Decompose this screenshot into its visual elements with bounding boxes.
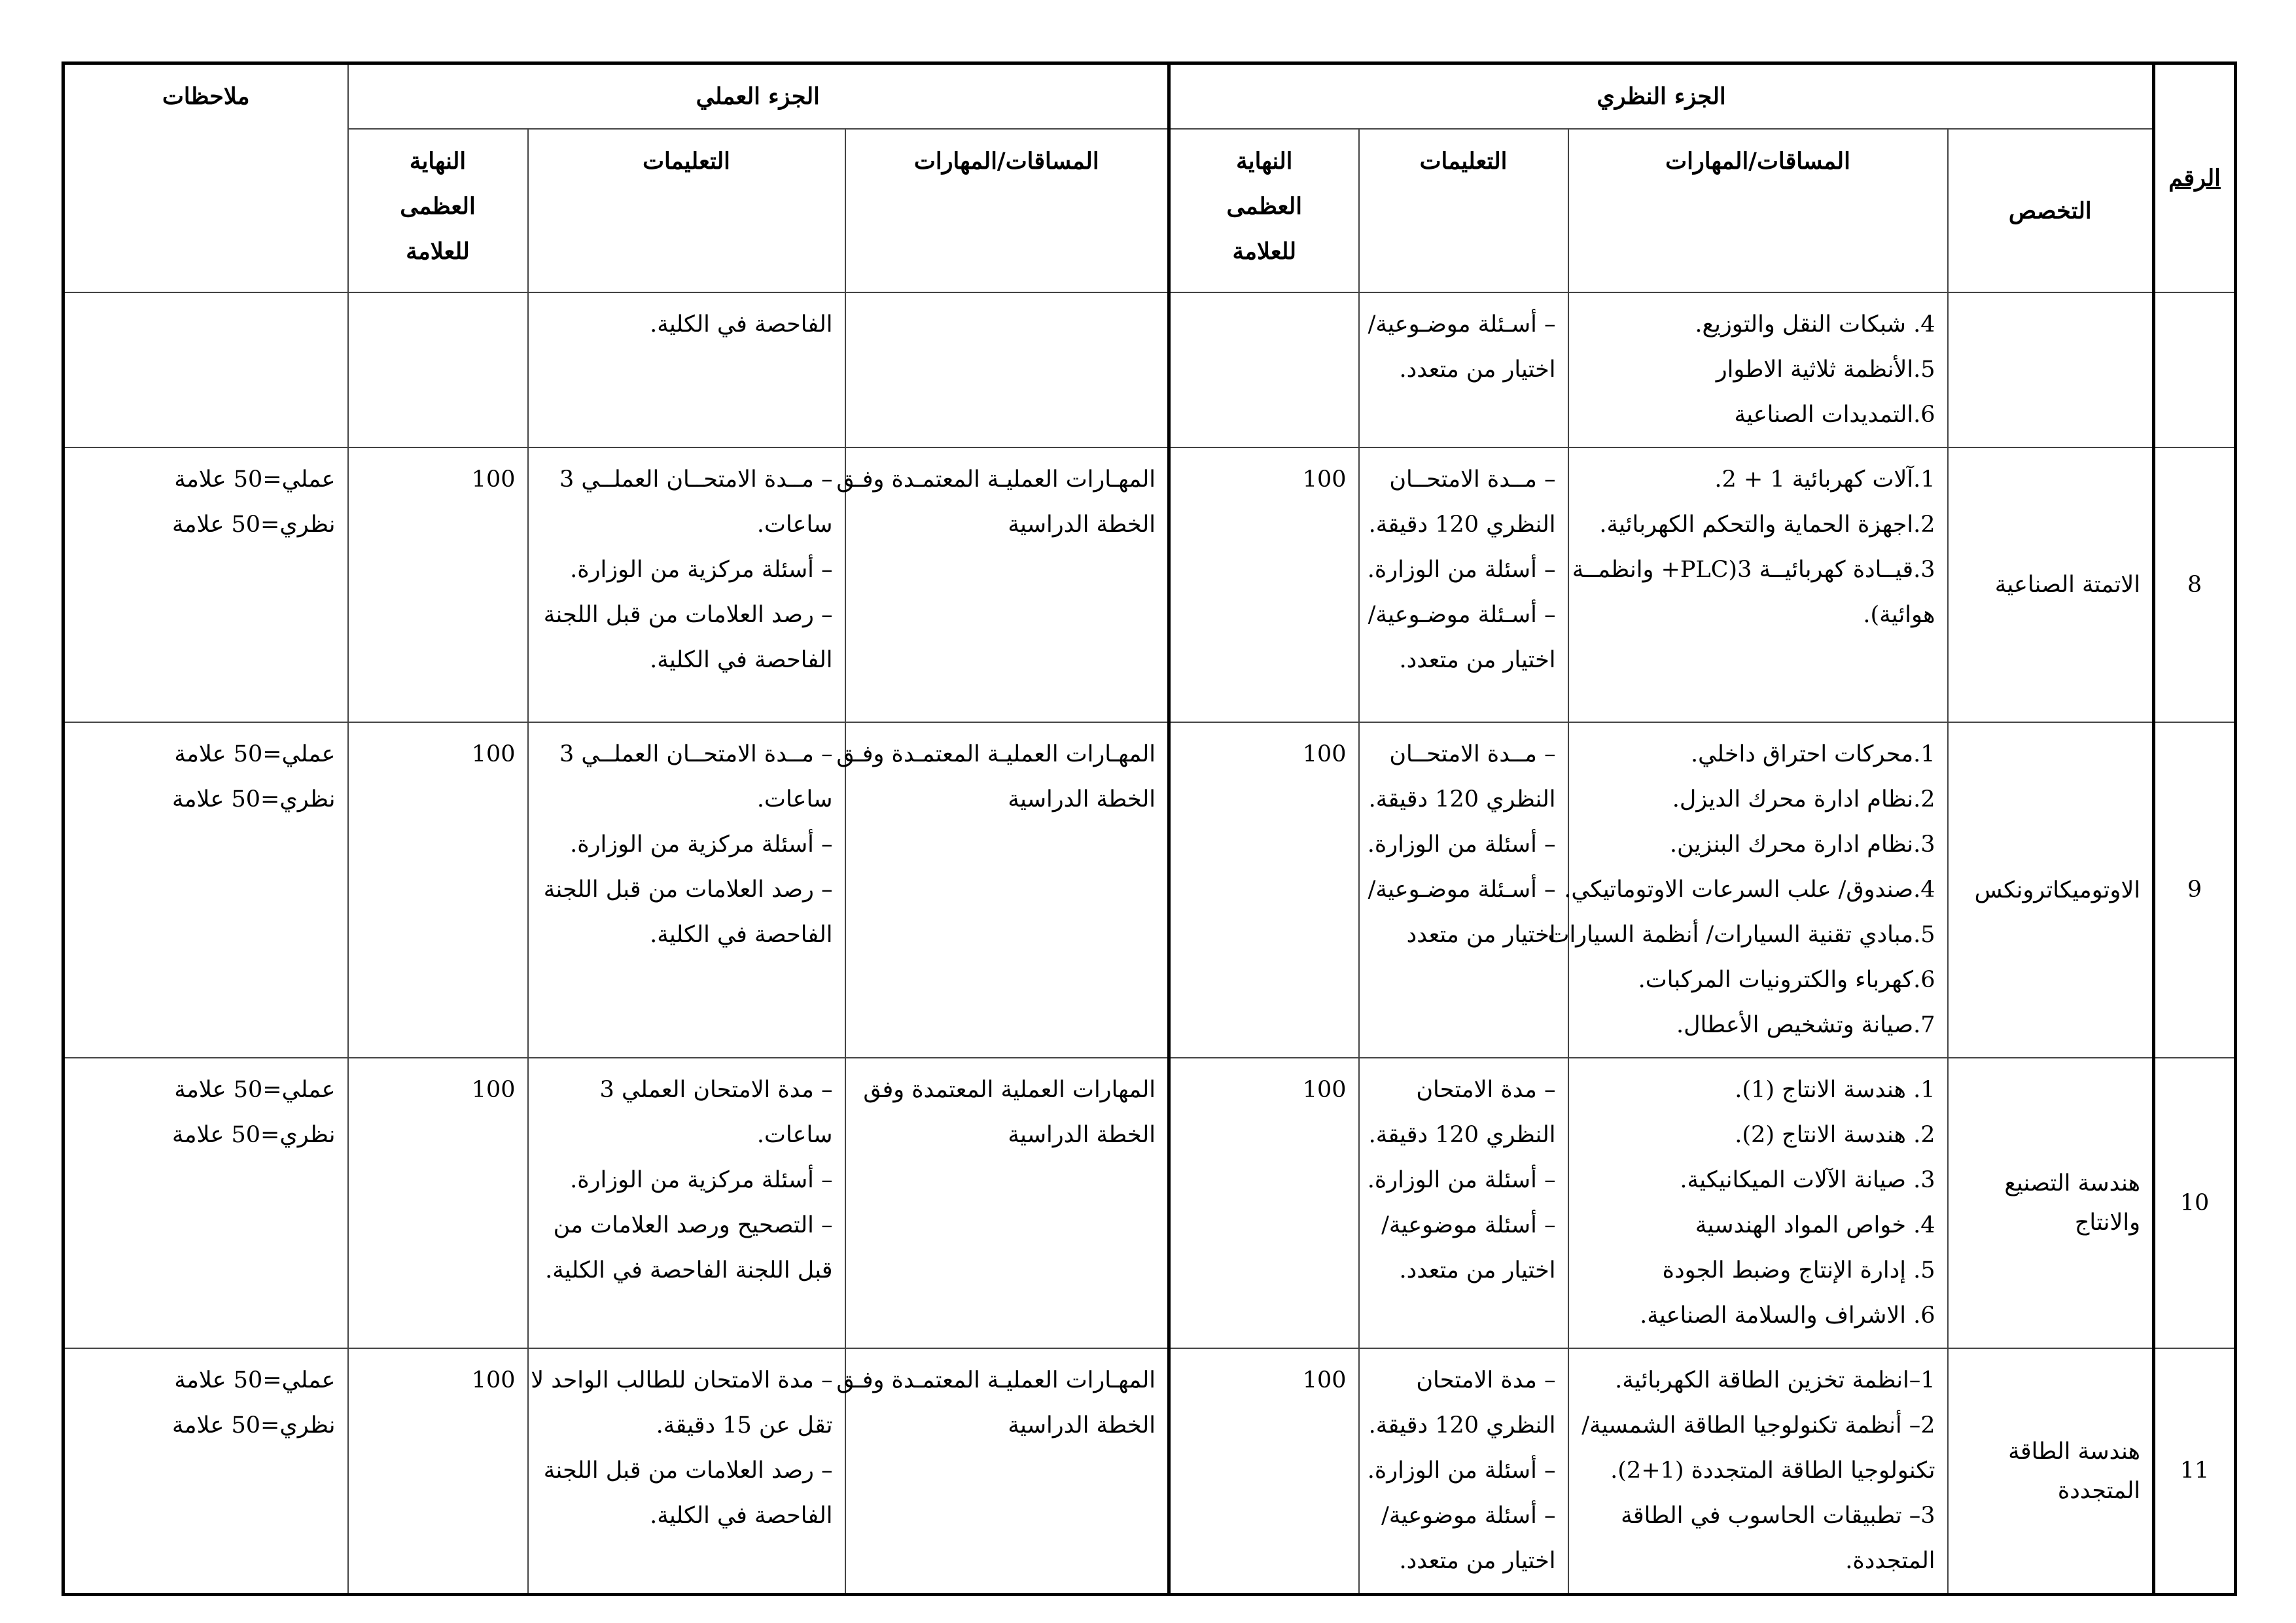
cell-line: الخطة الدراسية xyxy=(1008,1412,1156,1439)
row-theory-instructions xyxy=(1359,722,1568,1058)
row-theory-max: 100 xyxy=(1169,447,1359,722)
row-theory-courses xyxy=(1568,1058,1948,1348)
row-specialty: هندسة الطاقة المتجددة xyxy=(1948,1348,2154,1595)
cell-line: – مــدة الامتحــان العملــي 3 xyxy=(559,466,833,493)
cell-line: اختيار من متعدد. xyxy=(1399,357,1556,383)
cell-line: قبل اللجنة الفاحصة في الكلية. xyxy=(545,1257,833,1283)
header-practical-max xyxy=(348,129,528,292)
row-practical-max: 100 xyxy=(348,1058,528,1348)
cell-line: الفاحصة في الكلية. xyxy=(650,311,833,338)
row-theory-max xyxy=(1169,292,1359,447)
cell-line: – أسـئلة موضـوعية/ xyxy=(1368,602,1556,628)
max-label-line: للعلامة xyxy=(1232,238,1297,265)
cell-line: 2.اجهزة الحماية والتحكم الكهربائية. xyxy=(1599,512,1935,538)
row-theory-instructions xyxy=(1359,292,1568,447)
row-theory-courses xyxy=(1547,722,1948,1058)
cell-line: 1.آلات كهربائية 1 + 2. xyxy=(1714,466,1935,493)
row-practical-max xyxy=(348,292,528,447)
cell-line: – مــدة الامتحــان xyxy=(1389,741,1556,767)
header-practical: الجزء العملي xyxy=(348,63,1169,130)
cell-line: نظري=50 علامة xyxy=(172,512,336,538)
row-practical-instructions xyxy=(528,1348,845,1595)
cell-line: 5.الأنظمة ثلاثية الاطوار xyxy=(1716,357,1935,383)
header-theory-instructions: التعليمات xyxy=(1359,129,1568,292)
cell-line: 2.نظام ادارة محرك الديزل. xyxy=(1672,786,1935,812)
cell-line: – مــدة الامتحــان xyxy=(1389,466,1556,493)
row-practical-max: 100 xyxy=(348,447,528,722)
header-theory: الجزء النظري xyxy=(1169,63,2154,130)
cell-line: – أسئلة من الوزارة. xyxy=(1367,1457,1556,1484)
cell-line: عملي=50 علامة xyxy=(174,466,336,493)
cell-line: 3.قيــادة كهربائيــة 3(PLC+ وانظمــة xyxy=(1572,557,1935,583)
cell-line: عملي=50 علامة xyxy=(174,1367,336,1393)
row-theory-max: 100 xyxy=(1169,722,1359,1058)
row-number: 11 xyxy=(2154,1348,2236,1595)
cell-line: – أسئلة مركزية من الوزارة. xyxy=(570,831,833,858)
exam-table xyxy=(62,61,2237,1596)
cell-line: 4. شبكات النقل والتوزيع. xyxy=(1695,311,1935,338)
cell-line: – مدة الامتحان للطالب الواحد لا xyxy=(531,1367,833,1393)
row-practical-skills xyxy=(836,722,1169,1058)
row-practical-instructions xyxy=(528,447,845,722)
max-label-line: النهاية xyxy=(409,148,467,175)
cell-line: نظري=50 علامة xyxy=(172,786,336,812)
cell-line: – مدة الامتحان xyxy=(1416,1077,1556,1103)
row-number: 10 xyxy=(2154,1058,2236,1348)
row-theory-courses xyxy=(1568,1348,1948,1595)
cell-line: اختيار من متعدد. xyxy=(1399,1548,1556,1574)
table-row xyxy=(63,722,2236,1058)
row-theory-instructions xyxy=(1359,1058,1568,1348)
cell-line: – رصد العلامات من قبل اللجنة xyxy=(543,877,833,903)
cell-line: هوائية). xyxy=(1863,602,1935,628)
cell-line: 5.مبادي تقنية السيارات/ أنظمة السيارات xyxy=(1547,922,1935,948)
cell-line: – أسـئلة موضـوعية/ xyxy=(1368,877,1556,903)
row-notes xyxy=(63,447,348,722)
row-number: 9 xyxy=(2154,722,2236,1058)
cell-line: – أسئلة موضوعية/ xyxy=(1381,1212,1556,1238)
row-practical-instructions xyxy=(528,292,845,447)
cell-line: عملي=50 علامة xyxy=(174,1077,336,1103)
row-notes xyxy=(63,1348,348,1595)
cell-line: 2– أنظمة تكنولوجيا الطاقة الشمسية/ xyxy=(1581,1412,1935,1439)
row-practical-instructions xyxy=(528,1058,845,1348)
cell-line: 3– تطبيقات الحاسوب في الطاقة xyxy=(1621,1503,1935,1529)
cell-line: 1–انظمة تخزين الطاقة الكهربائية. xyxy=(1615,1367,1935,1393)
row-practical-skills xyxy=(845,292,1169,447)
header-specialty: التخصص xyxy=(1948,129,2154,292)
cell-line: 6.كهرباء والكترونيات المركبات. xyxy=(1638,967,1935,993)
table-row xyxy=(63,1348,2236,1595)
cell-line: نظري=50 علامة xyxy=(172,1412,336,1439)
header-theory-max xyxy=(1169,129,1359,292)
cell-line: – التصحيح ورصد العلامات من xyxy=(553,1212,833,1238)
row-number: 8 xyxy=(2154,447,2236,722)
cell-line: الخطة الدراسية xyxy=(1008,786,1156,812)
cell-line: – أسئلة من الوزارة. xyxy=(1367,557,1556,583)
max-label-line: العظمى xyxy=(1226,193,1302,220)
cell-line: ساعات. xyxy=(756,512,833,538)
cell-line: 4.صندوق/ علب السرعات الاوتوماتيكي. xyxy=(1564,877,1935,903)
cell-line: – أسئلة مركزية من الوزارة. xyxy=(570,1167,833,1193)
cell-line: المهـارات العمليـة المعتمـدة وفـق xyxy=(836,1367,1156,1393)
cell-line: 6.التمديدات الصناعية xyxy=(1734,402,1935,428)
table-header xyxy=(63,63,2236,293)
cell-line: الخطة الدراسية xyxy=(1008,1122,1156,1148)
table-row xyxy=(63,447,2236,722)
cell-line: – رصد العلامات من قبل اللجنة xyxy=(543,602,833,628)
cell-line: ساعات. xyxy=(756,786,833,812)
cell-line: النظري 120 دقيقة. xyxy=(1368,1122,1556,1148)
row-theory-instructions xyxy=(1359,447,1568,722)
row-notes xyxy=(63,1058,348,1348)
header-practical-skills: المساقات/المهارات xyxy=(845,129,1169,292)
cell-line: 1. هندسة الانتاج (1). xyxy=(1735,1077,1935,1103)
cell-line: المهارات العملية المعتمدة وفق xyxy=(863,1077,1156,1103)
cell-line: اختيار من متعدد. xyxy=(1399,647,1556,673)
cell-line: النظري 120 دقيقة. xyxy=(1368,512,1556,538)
max-label-line: النهاية xyxy=(1236,148,1293,175)
row-specialty xyxy=(1948,292,2154,447)
max-label-line: العظمى xyxy=(400,193,476,220)
cell-line: نظري=50 علامة xyxy=(172,1122,336,1148)
cell-line: – أسـئلة موضـوعية/ xyxy=(1368,311,1556,338)
cell-line: المتجددة. xyxy=(1845,1548,1935,1574)
cell-line: – أسئلة موضوعية/ xyxy=(1381,1503,1556,1529)
cell-line: – مــدة الامتحــان العملــي 3 xyxy=(559,741,833,767)
row-theory-max: 100 xyxy=(1169,1058,1359,1348)
cell-line: الخطة الدراسية xyxy=(1008,512,1156,538)
row-theory-courses xyxy=(1568,292,1948,447)
cell-line: ساعات. xyxy=(756,1122,833,1148)
cell-line: تقل عن 15 دقيقة. xyxy=(656,1412,833,1439)
row-theory-courses xyxy=(1568,447,1948,722)
cell-line: الفاحصة في الكلية. xyxy=(650,647,833,673)
row-number xyxy=(2154,292,2236,447)
cell-line: الفاحصة في الكلية. xyxy=(650,922,833,948)
row-theory-max: 100 xyxy=(1169,1348,1359,1595)
cell-line: – أسئلة من الوزارة. xyxy=(1367,1167,1556,1193)
row-notes xyxy=(63,722,348,1058)
row-specialty: هندسة التصنيع والانتاج xyxy=(1948,1058,2154,1348)
row-notes xyxy=(63,292,348,447)
header-practical-instructions: التعليمات xyxy=(528,129,845,292)
max-label-line: للعلامة xyxy=(406,238,470,265)
header-notes: ملاحظات xyxy=(63,63,348,293)
cell-line: النظري 120 دقيقة. xyxy=(1368,1412,1556,1439)
row-theory-instructions xyxy=(1359,1348,1568,1595)
row-specialty: الاوتوميكاترونكس xyxy=(1948,722,2154,1058)
row-specialty: الاتمتة الصناعية xyxy=(1948,447,2154,722)
header-theory-courses: المساقات/المهارات xyxy=(1568,129,1948,292)
cell-line: المهـارات العمليـة المعتمـدة وفـق xyxy=(836,741,1156,767)
cell-line: 6. الاشراف والسلامة الصناعية. xyxy=(1640,1302,1935,1329)
cell-line: – مدة الامتحان العملي 3 xyxy=(599,1077,833,1103)
table-row xyxy=(63,292,2236,447)
cell-line: – أسئلة من الوزارة. xyxy=(1367,831,1556,858)
cell-line: – أسئلة مركزية من الوزارة. xyxy=(570,557,833,583)
cell-line: 3. صيانة الآلات الميكانيكية. xyxy=(1680,1167,1935,1193)
cell-line: 1.محركات احتراق داخلي. xyxy=(1690,741,1935,767)
cell-line: اختيار من متعدد xyxy=(1406,922,1556,948)
cell-line: – مدة الامتحان xyxy=(1416,1367,1556,1393)
row-practical-instructions xyxy=(528,722,845,1058)
cell-line: النظري 120 دقيقة. xyxy=(1368,786,1556,812)
cell-line: المهـارات العمليـة المعتمـدة وفـق xyxy=(836,466,1156,493)
cell-line: 2. هندسة الانتاج (2). xyxy=(1735,1122,1935,1148)
row-practical-skills xyxy=(836,447,1169,722)
row-practical-skills xyxy=(845,1058,1169,1348)
cell-line: عملي=50 علامة xyxy=(174,741,336,767)
cell-line: تكنولوجيا الطاقة المتجددة (1+2). xyxy=(1610,1457,1935,1484)
cell-line: – رصد العلامات من قبل اللجنة xyxy=(543,1457,833,1484)
table-body xyxy=(63,292,2236,1595)
cell-line: 4. خواص المواد الهندسية xyxy=(1695,1212,1935,1238)
cell-line: الفاحصة في الكلية. xyxy=(650,1503,833,1529)
cell-line: 5. إدارة الإنتاج وضبط الجودة xyxy=(1662,1257,1935,1283)
row-practical-max: 100 xyxy=(348,722,528,1058)
table-row xyxy=(63,1058,2236,1348)
row-practical-max: 100 xyxy=(348,1348,528,1595)
cell-line: 3.نظام ادارة محرك البنزين. xyxy=(1669,831,1935,858)
cell-line: اختيار من متعدد. xyxy=(1399,1257,1556,1283)
cell-line: 7.صيانة وتشخيص الأعطال. xyxy=(1676,1012,1935,1038)
row-practical-skills xyxy=(836,1348,1169,1595)
header-number: الرقم xyxy=(2154,63,2236,293)
